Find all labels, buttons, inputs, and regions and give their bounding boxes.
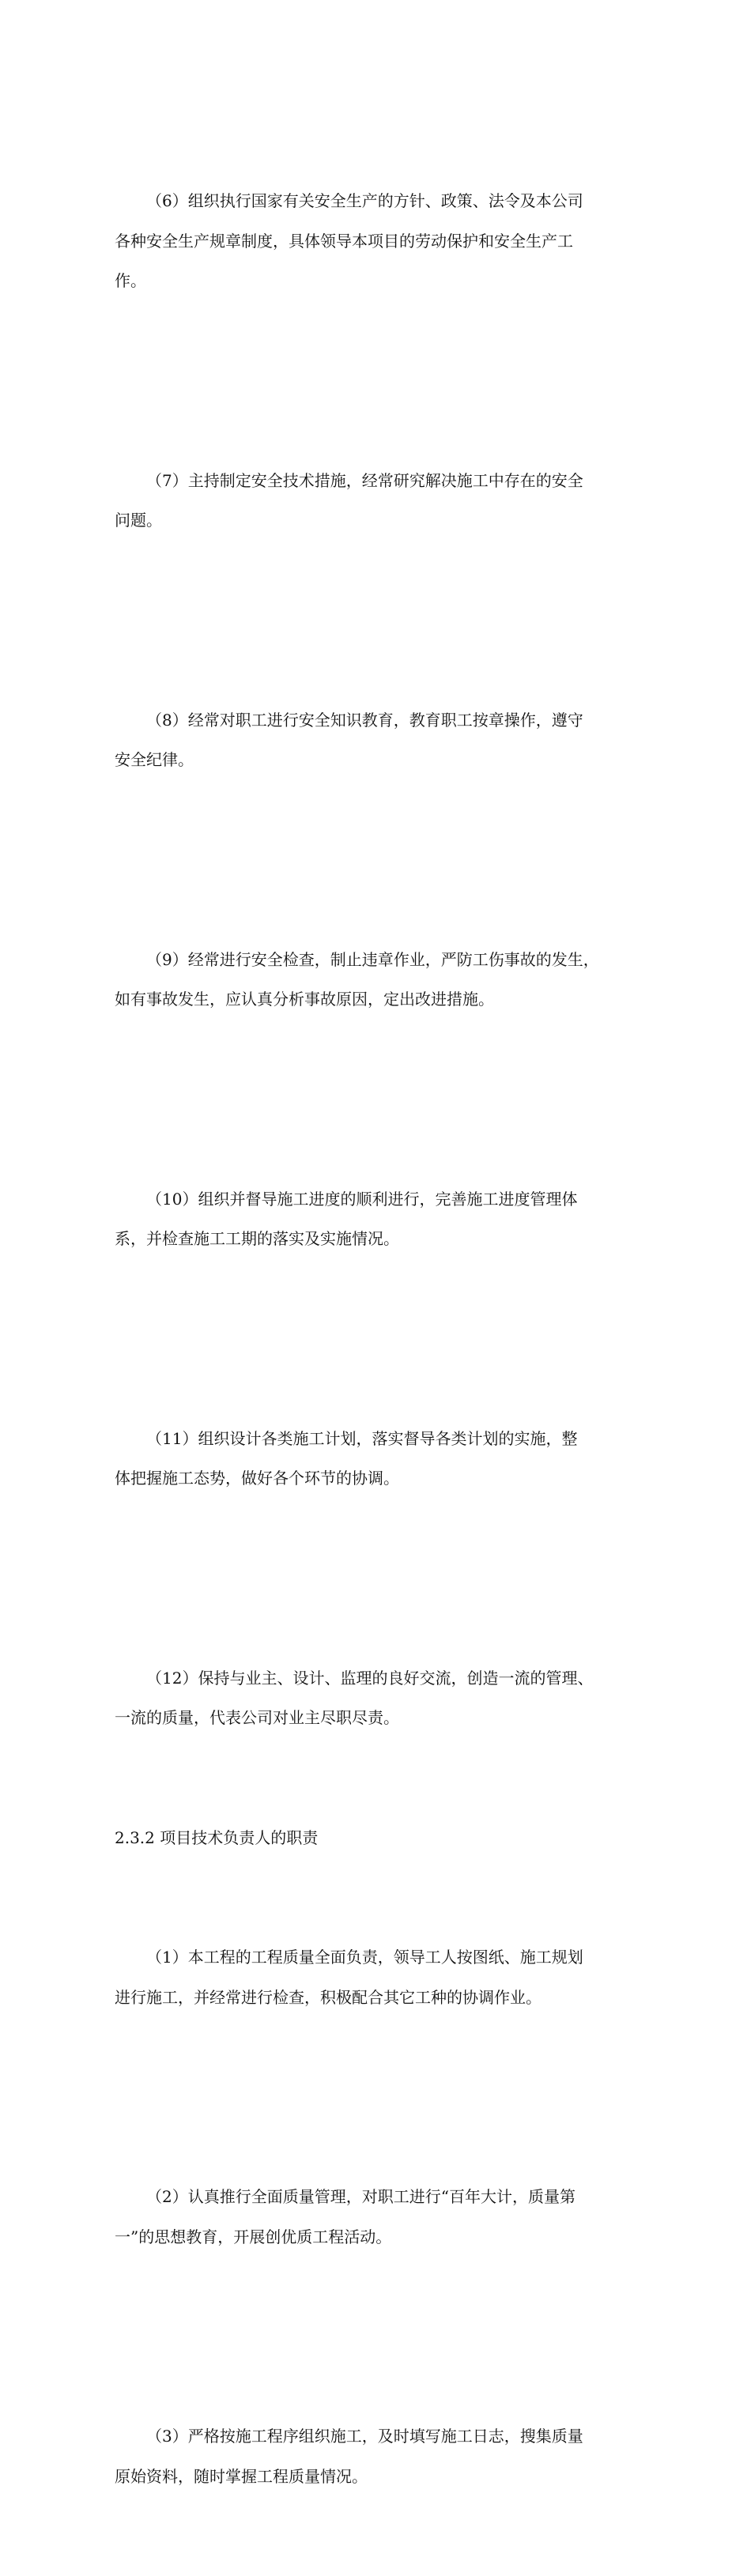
section-paragraph-1	[115, 1858, 640, 2097]
text-line: 各种安全生产规章制度，具体领导本项目的劳动保护和安全生产工	[115, 231, 573, 251]
section-paragraph-3	[115, 2337, 640, 2576]
document-body	[115, 101, 640, 2576]
text-line: （9）经常进行安全检查，制止违章作业，严防工伤事故的发生，	[146, 949, 599, 969]
paragraph-item-9	[115, 860, 640, 1099]
text-line: （10）组织并督导施工进度的顺利进行，完善施工进度管理体	[146, 1189, 578, 1209]
text-line: 进行施工，并经常进行检查，积极配合其它工种的协调作业。	[115, 1987, 542, 2007]
text-line: 安全纪律。	[115, 750, 194, 769]
text-line: 体把握施工态势，做好各个环节的协调。	[115, 1469, 399, 1488]
paragraph-item-11	[115, 1339, 640, 1578]
text-line: （11）组织设计各类施工计划，落实督导各类计划的实施，整	[146, 1428, 578, 1448]
text-line: 一”的思想教育，开展创优质工程活动。	[115, 2227, 392, 2246]
text-line: （2）认真推行全面质量管理，对职工进行“百年大计，质量第	[146, 2187, 576, 2206]
text-line: （12）保持与业主、设计、监理的良好交流，创造一流的管理、	[146, 1668, 594, 1688]
paragraph-item-12	[115, 1578, 640, 1818]
text-line: （6）组织执行国家有关安全生产的方针、政策、法令及本公司	[146, 191, 583, 210]
text-line: 原始资料，随时掌握工程质量情况。	[115, 2466, 368, 2486]
text-line: （1）本工程的工程质量全面负责，领导工人按图纸、施工规划	[146, 1948, 583, 1967]
text-line: 问题。	[115, 511, 162, 530]
paragraph-item-7	[115, 381, 640, 620]
paragraph-item-10	[115, 1099, 640, 1339]
text-line: （3）严格按施工程序组织施工，及时填写施工日志，搜集质量	[146, 2427, 583, 2446]
text-line: （8）经常对职工进行安全知识教育，教育职工按章操作，遵守	[146, 710, 583, 730]
section-paragraph-2	[115, 2097, 640, 2337]
text-line: 作。	[115, 271, 146, 290]
paragraph-item-8	[115, 620, 640, 860]
section-heading: 2.3.2 项目技术负责人的职责	[115, 1827, 319, 1847]
text-line: 系，并检查施工工期的落实及实施情况。	[115, 1229, 399, 1248]
paragraph-item-6	[115, 101, 640, 381]
text-line: （7）主持制定安全技术措施，经常研究解决施工中存在的安全	[146, 470, 583, 490]
text-line: 一流的质量，代表公司对业主尽职尽责。	[115, 1708, 399, 1727]
text-line: 如有事故发生，应认真分析事故原因，定出改进措施。	[115, 990, 494, 1009]
